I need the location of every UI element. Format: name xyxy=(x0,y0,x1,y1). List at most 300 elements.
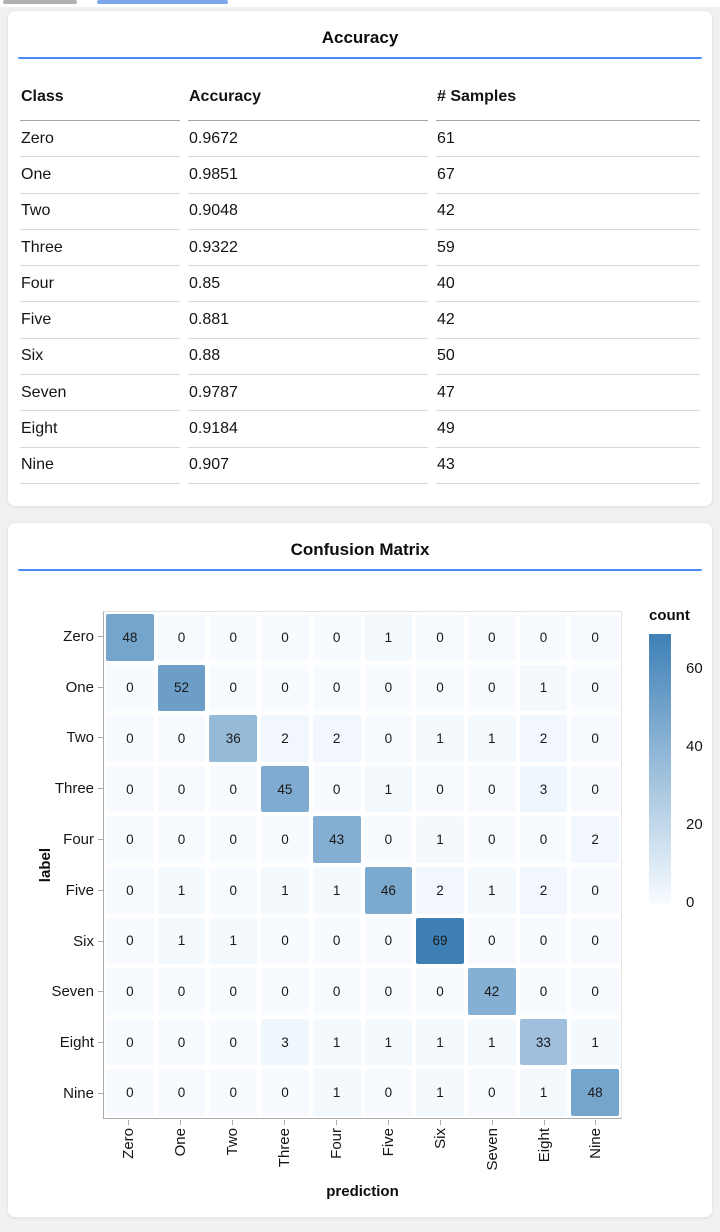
heatmap-cell-value: 1 xyxy=(468,867,516,914)
heatmap-cell xyxy=(104,1067,156,1118)
heatmap-cell-value: 0 xyxy=(158,766,206,813)
x-axis-tick xyxy=(128,1120,129,1125)
table-row xyxy=(20,230,700,266)
y-axis-label: Eight xyxy=(59,1034,94,1052)
heatmap-cell xyxy=(569,966,621,1017)
heatmap-cell xyxy=(104,814,156,865)
heatmap-cell-value: 0 xyxy=(106,1019,154,1066)
x-axis-label: Two xyxy=(224,1128,242,1156)
table-row xyxy=(20,339,700,375)
heatmap-cell-value: 0 xyxy=(261,918,309,965)
heatmap-cell-value: 0 xyxy=(468,665,516,712)
heatmap-cell xyxy=(104,865,156,916)
heatmap-cell-value: 2 xyxy=(313,715,361,762)
table-row xyxy=(20,411,700,447)
tab-indicator-inactive[interactable] xyxy=(3,0,77,4)
heatmap-cell-value: 2 xyxy=(261,715,309,762)
heatmap-cell xyxy=(363,1017,415,1068)
heatmap-cell-value: 0 xyxy=(313,918,361,965)
heatmap-cell-value: 48 xyxy=(106,614,154,661)
heatmap-cell-value: 0 xyxy=(209,614,257,661)
heatmap-cell-value: 0 xyxy=(106,715,154,762)
heatmap-cell xyxy=(259,1067,311,1118)
heatmap-cell xyxy=(207,1067,259,1118)
table-cell: 0.9048 xyxy=(188,194,428,230)
table-row xyxy=(20,157,700,193)
heatmap-cell xyxy=(156,713,208,764)
y-axis-label: Nine xyxy=(63,1085,94,1103)
heatmap-cell-value: 0 xyxy=(106,968,154,1015)
x-axis-tick xyxy=(336,1120,337,1125)
heatmap-cell xyxy=(518,713,570,764)
y-axis-labels xyxy=(8,611,103,1119)
table-cell: 0.907 xyxy=(188,448,428,484)
heatmap-cell xyxy=(363,916,415,967)
heatmap-cell-value: 1 xyxy=(520,1069,568,1116)
heatmap-cell-value: 0 xyxy=(209,816,257,863)
x-axis-label: Zero xyxy=(120,1128,138,1159)
heatmap-cell-value: 0 xyxy=(416,766,464,813)
heatmap-cell-value: 0 xyxy=(261,816,309,863)
heatmap-cell-value: 2 xyxy=(520,867,568,914)
heatmap-cell xyxy=(311,865,363,916)
heatmap-cell xyxy=(207,814,259,865)
x-axis-label-col xyxy=(570,1120,622,1171)
heatmap-cell xyxy=(156,612,208,663)
heatmap-cell-value: 0 xyxy=(261,665,309,712)
heatmap-cell-value: 0 xyxy=(106,1069,154,1116)
heatmap-cell-value: 1 xyxy=(313,1069,361,1116)
heatmap-cell xyxy=(363,966,415,1017)
heatmap-cell xyxy=(518,764,570,815)
y-axis-label-row xyxy=(8,611,103,662)
heatmap-cell-value: 0 xyxy=(416,614,464,661)
heatmap-cell xyxy=(156,1067,208,1118)
x-axis-label: Nine xyxy=(587,1128,605,1159)
heatmap-cell xyxy=(363,663,415,714)
heatmap-cell-value: 1 xyxy=(416,715,464,762)
heatmap-cell xyxy=(156,865,208,916)
y-axis-label: Five xyxy=(65,881,94,899)
table-cell: 0.9851 xyxy=(188,157,428,193)
legend-tick-label: 40 xyxy=(686,738,703,756)
heatmap-cell-value: 0 xyxy=(313,665,361,712)
heatmap-cell xyxy=(207,764,259,815)
heatmap-cell-value: 0 xyxy=(571,766,619,813)
table-cell: 50 xyxy=(436,339,700,375)
heatmap-cell xyxy=(259,916,311,967)
heatmap-cell-value: 1 xyxy=(571,1019,619,1066)
heatmap-cell xyxy=(518,612,570,663)
heatmap-cell xyxy=(311,1017,363,1068)
heatmap-cell xyxy=(259,713,311,764)
heatmap-cell-value: 0 xyxy=(468,816,516,863)
heatmap-cell-value: 0 xyxy=(520,918,568,965)
heatmap-cell-value: 0 xyxy=(571,614,619,661)
heatmap-cell xyxy=(569,916,621,967)
heatmap-cell xyxy=(414,612,466,663)
x-axis-label-col xyxy=(103,1120,155,1171)
heatmap-cell xyxy=(156,1017,208,1068)
table-cell: 43 xyxy=(436,448,700,484)
y-axis-label: Four xyxy=(63,831,94,849)
heatmap-cell-value: 0 xyxy=(209,1019,257,1066)
accuracy-title-underline xyxy=(18,57,702,59)
y-axis-label: Two xyxy=(66,729,94,747)
heatmap-cell xyxy=(518,814,570,865)
x-axis-label: Three xyxy=(276,1128,294,1168)
heatmap-cell xyxy=(363,713,415,764)
heatmap-cell-value: 0 xyxy=(468,766,516,813)
heatmap-cell xyxy=(414,865,466,916)
heatmap-cell xyxy=(414,916,466,967)
heatmap-cell xyxy=(518,663,570,714)
heatmap-cell xyxy=(414,966,466,1017)
heatmap-cell-value: 0 xyxy=(209,867,257,914)
table-cell: Four xyxy=(20,266,180,302)
x-axis-tick xyxy=(284,1120,285,1125)
heatmap-cell xyxy=(414,663,466,714)
heatmap-cell xyxy=(156,814,208,865)
heatmap-cell-value: 33 xyxy=(520,1019,568,1066)
table-cell: 42 xyxy=(436,302,700,338)
heatmap-cell-value: 0 xyxy=(158,715,206,762)
x-axis-label: Eight xyxy=(535,1128,553,1163)
heatmap-cell-value: 0 xyxy=(158,968,206,1015)
heatmap-plot-area xyxy=(103,611,622,1119)
heatmap-cell xyxy=(414,814,466,865)
heatmap-cell xyxy=(414,1017,466,1068)
table-cell: 0.9787 xyxy=(188,375,428,411)
heatmap-cell-value: 0 xyxy=(468,614,516,661)
heatmap-cell xyxy=(259,764,311,815)
heatmap-cell-value: 0 xyxy=(468,918,516,965)
heatmap-cell-value: 36 xyxy=(209,715,257,762)
heatmap-cell-value: 46 xyxy=(365,867,413,914)
heatmap-cell xyxy=(156,663,208,714)
table-cell: Nine xyxy=(20,448,180,484)
heatmap-cell xyxy=(466,814,518,865)
heatmap-cell-value: 0 xyxy=(571,968,619,1015)
heatmap-cell-value: 2 xyxy=(571,816,619,863)
x-axis-label: Seven xyxy=(483,1128,501,1171)
heatmap-cell-value: 0 xyxy=(106,766,154,813)
legend-gradient-bar xyxy=(649,634,671,903)
x-axis-tick xyxy=(388,1120,389,1125)
heatmap-cell xyxy=(518,966,570,1017)
heatmap-cell xyxy=(569,814,621,865)
table-cell: 59 xyxy=(436,230,700,266)
heatmap-cell-value: 0 xyxy=(313,968,361,1015)
heatmap-cell xyxy=(363,1067,415,1118)
heatmap-cell-value: 1 xyxy=(261,867,309,914)
table-cell: 61 xyxy=(436,121,700,157)
table-cell: 67 xyxy=(436,157,700,193)
table-cell: 0.9672 xyxy=(188,121,428,157)
heatmap-cell-value: 0 xyxy=(571,918,619,965)
heatmap-cell-value: 1 xyxy=(416,1069,464,1116)
table-cell: Five xyxy=(20,302,180,338)
heatmap-cell xyxy=(259,865,311,916)
heatmap-cell-value: 1 xyxy=(313,867,361,914)
x-axis-labels xyxy=(103,1120,622,1171)
heatmap-cell-value: 0 xyxy=(209,968,257,1015)
tab-indicator-active[interactable] xyxy=(97,0,228,4)
heatmap-cell-value: 3 xyxy=(520,766,568,813)
heatmap-cell xyxy=(569,612,621,663)
heatmap-cell xyxy=(466,1067,518,1118)
heatmap-cell-value: 0 xyxy=(106,918,154,965)
y-axis-label-row xyxy=(8,1017,103,1068)
heatmap-cell xyxy=(104,916,156,967)
x-axis-tick xyxy=(180,1120,181,1125)
heatmap-cell-value: 0 xyxy=(365,1069,413,1116)
y-axis-label: Three xyxy=(54,780,94,798)
heatmap-cell xyxy=(414,764,466,815)
heatmap-cell xyxy=(259,814,311,865)
y-axis-label-row xyxy=(8,967,103,1018)
table-cell: 0.9184 xyxy=(188,411,428,447)
y-axis-label-row xyxy=(8,713,103,764)
heatmap-cell-value: 1 xyxy=(416,816,464,863)
heatmap-cell xyxy=(363,814,415,865)
heatmap-cell-value: 1 xyxy=(468,715,516,762)
confusion-card-title: Confusion Matrix xyxy=(290,540,430,559)
heatmap-cell xyxy=(518,1067,570,1118)
heatmap-cell xyxy=(466,764,518,815)
x-axis-title: prediction xyxy=(326,1183,399,1200)
x-axis-tick xyxy=(440,1120,441,1125)
heatmap-cell xyxy=(104,612,156,663)
table-cell: Six xyxy=(20,339,180,375)
heatmap-cell-value: 0 xyxy=(468,1069,516,1116)
heatmap-cell xyxy=(569,1067,621,1118)
heatmap-cell-value: 0 xyxy=(416,665,464,712)
heatmap-cell xyxy=(207,612,259,663)
y-axis-label-row xyxy=(8,916,103,967)
y-axis-label-row xyxy=(8,814,103,865)
heatmap-cell-value: 1 xyxy=(313,1019,361,1066)
heatmap-cell xyxy=(207,966,259,1017)
heatmap-cell xyxy=(259,663,311,714)
heatmap-cell xyxy=(104,663,156,714)
heatmap-cell xyxy=(518,1017,570,1068)
heatmap-cell-value: 2 xyxy=(416,867,464,914)
heatmap-cell-value: 0 xyxy=(520,816,568,863)
table-cell: Two xyxy=(20,194,180,230)
heatmap-cell-value: 69 xyxy=(416,918,464,965)
heatmap-cell-value: 48 xyxy=(571,1069,619,1116)
x-axis-label: Four xyxy=(328,1128,345,1159)
heatmap-cell xyxy=(104,713,156,764)
table-cell: 0.9322 xyxy=(188,230,428,266)
heatmap-cell-value: 43 xyxy=(313,816,361,863)
x-axis-label-col xyxy=(466,1120,518,1171)
y-axis-title-text: label xyxy=(36,847,54,883)
y-axis-label-row xyxy=(8,763,103,814)
accuracy-card xyxy=(7,10,713,507)
heatmap-cell xyxy=(518,865,570,916)
heatmap-cell xyxy=(311,612,363,663)
heatmap-cell xyxy=(207,1017,259,1068)
heatmap-cell xyxy=(311,713,363,764)
y-axis-label: Seven xyxy=(51,983,94,1001)
heatmap-cell xyxy=(311,663,363,714)
heatmap-cell-value: 1 xyxy=(416,1019,464,1066)
heatmap-cell-value: 0 xyxy=(158,816,206,863)
x-axis-label-col xyxy=(311,1120,363,1171)
heatmap-cell xyxy=(466,916,518,967)
y-axis-label-row xyxy=(8,865,103,916)
heatmap-cell-value: 0 xyxy=(158,1019,206,1066)
table-cell: Three xyxy=(20,230,180,266)
heatmap-cell-value: 45 xyxy=(261,766,309,813)
heatmap-cell xyxy=(311,916,363,967)
table-row xyxy=(20,266,700,302)
table-cell: 0.88 xyxy=(188,339,428,375)
heatmap-cell xyxy=(569,865,621,916)
y-axis-label: One xyxy=(65,678,94,696)
heatmap-cell-value: 0 xyxy=(261,1069,309,1116)
heatmap-cell-value: 0 xyxy=(365,968,413,1015)
table-cell: 47 xyxy=(436,375,700,411)
heatmap-cell xyxy=(466,1017,518,1068)
heatmap-cell xyxy=(259,612,311,663)
heatmap-cell-value: 0 xyxy=(520,968,568,1015)
table-cell: 40 xyxy=(436,266,700,302)
x-axis-label: One xyxy=(172,1128,190,1157)
heatmap-cell-value: 1 xyxy=(209,918,257,965)
heatmap-cell xyxy=(363,764,415,815)
heatmap-cell xyxy=(311,966,363,1017)
heatmap-cell xyxy=(569,663,621,714)
heatmap-cell-value: 0 xyxy=(571,867,619,914)
y-axis-label-row xyxy=(8,662,103,713)
heatmap-cell-value: 1 xyxy=(365,614,413,661)
heatmap-cell xyxy=(156,764,208,815)
legend-tick-label: 0 xyxy=(686,894,695,911)
heatmap-cell xyxy=(207,713,259,764)
heatmap-cell-value: 0 xyxy=(158,614,206,661)
heatmap-cell-value: 0 xyxy=(520,614,568,661)
heatmap-cell xyxy=(569,1017,621,1068)
x-axis-tick xyxy=(544,1120,545,1125)
column-header: # Samples xyxy=(436,73,700,121)
x-axis-label-col xyxy=(518,1120,570,1171)
x-axis-tick xyxy=(492,1120,493,1125)
heatmap-cell-value: 1 xyxy=(365,1019,413,1066)
y-axis-label: Six xyxy=(73,932,94,950)
x-axis-tick xyxy=(595,1120,596,1125)
table-cell: 42 xyxy=(436,194,700,230)
table-cell: 0.85 xyxy=(188,266,428,302)
y-axis-label-row xyxy=(8,1068,103,1119)
heatmap-cell xyxy=(466,966,518,1017)
heatmap-cell-value: 1 xyxy=(365,766,413,813)
accuracy-table xyxy=(20,73,700,484)
heatmap-cell-value: 0 xyxy=(571,665,619,712)
accuracy-card-title: Accuracy xyxy=(321,28,399,47)
table-cell: Zero xyxy=(20,121,180,157)
heatmap-cell-value: 3 xyxy=(261,1019,309,1066)
heatmap-cell-value: 52 xyxy=(158,665,206,712)
x-axis-label-col xyxy=(414,1120,466,1171)
table-row xyxy=(20,375,700,411)
heatmap-cell-value: 2 xyxy=(520,715,568,762)
heatmap-cell xyxy=(156,966,208,1017)
heatmap-cell-value: 0 xyxy=(365,665,413,712)
heatmap-cell-value: 0 xyxy=(209,665,257,712)
heatmap-cell-value: 0 xyxy=(209,766,257,813)
heatmap-cell xyxy=(156,916,208,967)
heatmap-cell xyxy=(104,764,156,815)
heatmap-cell-value: 1 xyxy=(520,665,568,712)
column-header: Accuracy xyxy=(188,73,428,121)
x-axis-tick xyxy=(232,1120,233,1125)
heatmap-cell-value: 0 xyxy=(365,918,413,965)
table-cell: 49 xyxy=(436,411,700,447)
heatmap-cell xyxy=(518,916,570,967)
heatmap-cell xyxy=(207,865,259,916)
heatmap-cell-value: 0 xyxy=(416,968,464,1015)
table-cell: Eight xyxy=(20,411,180,447)
heatmap-cell xyxy=(569,764,621,815)
table-cell: Seven xyxy=(20,375,180,411)
heatmap-cell xyxy=(466,663,518,714)
heatmap-cell-value: 0 xyxy=(571,715,619,762)
heatmap-cell-value: 0 xyxy=(106,816,154,863)
heatmap-cell xyxy=(466,865,518,916)
column-header: Class xyxy=(20,73,180,121)
table-cell: One xyxy=(20,157,180,193)
x-axis-label: Six xyxy=(431,1128,449,1149)
heatmap-cell xyxy=(311,814,363,865)
heatmap-cell xyxy=(207,663,259,714)
heatmap-cell xyxy=(104,1017,156,1068)
confusion-matrix-card xyxy=(7,522,713,1218)
heatmap-cell xyxy=(569,713,621,764)
heatmap-cell-value: 0 xyxy=(313,614,361,661)
confusion-matrix-chart xyxy=(8,523,712,1217)
x-axis-label-col xyxy=(207,1120,259,1171)
heatmap-cell-value: 1 xyxy=(468,1019,516,1066)
x-axis-label-col xyxy=(362,1120,414,1171)
heatmap-cell-value: 0 xyxy=(261,614,309,661)
heatmap-cell xyxy=(414,713,466,764)
heatmap-cell-value: 0 xyxy=(261,968,309,1015)
legend-tick-label: 20 xyxy=(686,816,703,834)
heatmap-cell xyxy=(466,713,518,764)
heatmap-cell-value: 0 xyxy=(158,1069,206,1116)
heatmap-cell-value: 0 xyxy=(313,766,361,813)
heatmap-cell-value: 0 xyxy=(106,665,154,712)
heatmap-cell xyxy=(363,865,415,916)
heatmap-cell xyxy=(104,966,156,1017)
y-axis-label: Zero xyxy=(63,627,94,645)
x-axis-label-col xyxy=(259,1120,311,1171)
table-row xyxy=(20,121,700,157)
heatmap-cell xyxy=(414,1067,466,1118)
table-row xyxy=(20,448,700,484)
heatmap-cell-value: 42 xyxy=(468,968,516,1015)
table-header-row xyxy=(20,73,700,121)
heatmap-cell xyxy=(259,1017,311,1068)
heatmap-cell xyxy=(259,966,311,1017)
heatmap-cell xyxy=(363,612,415,663)
heatmap-cell xyxy=(207,916,259,967)
heatmap-cell-value: 1 xyxy=(158,918,206,965)
heatmap-cell-value: 1 xyxy=(158,867,206,914)
